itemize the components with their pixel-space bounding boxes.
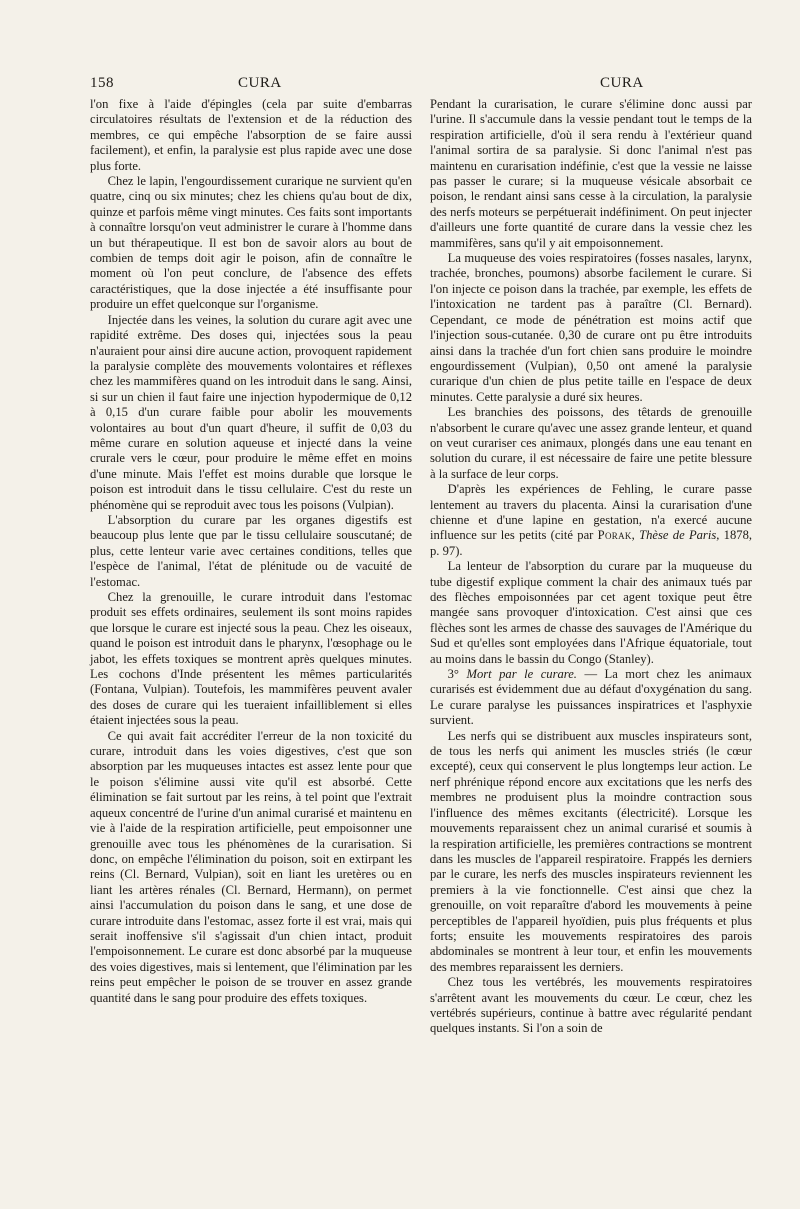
citation-author: Porak bbox=[597, 528, 632, 543]
paragraph-with-citation: D'après les expériences de Fehling, le curare passe lentement au travers du placenta. Ainsi la curarisation d'une chienne et d'une lapine en gestation, n'a exercé aucune influence sur les petits (cité par Porak, Thèse de Paris, 1878, p. 97). bbox=[430, 482, 753, 558]
running-head-right: CURA bbox=[600, 75, 644, 91]
section-title: Mort par le curare. bbox=[466, 667, 577, 682]
paragraph: Ce qui avait fait accréditer l'erreur de la non toxicité du curare, introduit dans les voies digestives, c'est que son absorption par les muqueuses intactes est assez lente pour que le poison s'élimine aussi vite qu'il est absorbé. Cette élimination se fait surtout par les reins, à tel point que l'extrait aqueux concentré de l'urine d'un animal curarisé et maintenu en vie à l'aide de la respiration artificielle, peut empoisonner une grenouille avec tous les phénomènes de la curarisation. Si donc, on empêche l'élimination du poison, soit en extirpant les reins (Cl. Bernard, Vulpian), soit en liant les uretères ou en liant les artères rénales (Cl. Bernard, Hermann), on permet ainsi l'accumulation du poison dans le sang, et une dose de curare introduite dans l'estomac, assez forte il est vrai, mais qui serait inoffensive s'il s'agissait d'un chien intact, produit l'empoisonnement. Le curare est donc absorbé par la muqueuse des voies digestives, mais si lentement, que l'élimination par les reins peut empêcher le poison de se trouver en assez grande quantité dans le sang pour produire des effets toxiques. bbox=[90, 728, 412, 1005]
paragraph: Chez le lapin, l'engourdissement curarique ne survient qu'en quatre, cinq ou six minutes; chez les chiens qu'au bout de dix, quinze et parfois même vingt minutes. Ces faits sont importants à connaître lorsqu'on veut administrer le curare à l'homme dans un but thérapeutique. Il est bon de savoir alors au bout de combien de temps doit agir le poison, afin de connaître le moment où l'on peut conclure, de l'absence des effets caractéristiques, que la dose injectée a été insuffisante pour produire un effet quelconque sur l'organisme. bbox=[90, 174, 412, 312]
paragraph: l'on fixe à l'aide d'épingles (cela par suite d'embarras circulatoires résultats de l'extension et de la réduction des membres, ce qui empêche l'absorption de se faire aussi facilement), et enfin, la paralysie est plus rapide avec une dose plus forte. bbox=[90, 97, 412, 173]
page-header bbox=[90, 75, 754, 95]
citation-work: Thèse de Paris, bbox=[639, 528, 720, 543]
paragraph: Chez tous les vertébrés, les mouvements respiratoires s'arrêtent avant les mouvements du cœur. Le cœur, chez les vertébrés supérieurs, continue à battre avec régularité pendant quelques instants. Si l'on a soin de bbox=[430, 975, 752, 1036]
paragraph-text: D'après les expériences de Fehling, le curare passe lentement au travers du placenta. Ainsi la curarisation d'une chienne et d'une lapine en gestation, n'a exercé aucune influence sur les petits (cité par bbox=[430, 482, 752, 543]
page-number: 158 bbox=[90, 75, 114, 91]
paragraph: Chez la grenouille, le curare introduit dans l'estomac produit ses effets ordinaires, seulement ils sont moins rapides que lorsque le curare est injecté sous la peau. Chez les oiseaux, quand le poison est introduit dans le pharynx, l'œsophage ou le jabot, les effets toxiques se montrent après quelques minutes. Les cochons d'Inde présentent les mêmes particularités (Fontana, Vulpian). Toutefois, les mammifères peuvent avaler des doses de curare qui les tueraient infailliblement si elles étaient injectées sous la peau. bbox=[90, 590, 412, 728]
section-text: — La mort chez les animaux curarisés est évidemment due au défaut d'oxygénation du sang. Le curare paralyse les puissances inspiratrices et l'asphyxie survient. bbox=[430, 667, 752, 728]
paragraph: L'absorption du curare par les organes digestifs est beaucoup plus lente que par le tissu cellulaire souscutané; de plus, cette lenteur varie avec certaines conditions, telles que l'espèce de l'animal, l'état de plénitude ou de vacuité de l'estomac. bbox=[90, 512, 412, 589]
paragraph: La muqueuse des voies respiratoires (fosses nasales, larynx, trachée, bronches, poumons) absorbe facilement le curare. Si l'on injecte ce poison dans la trachée, par exemple, les effets de l'intoxication ne tardent pas à paraître (Cl. Bernard). Cependant, ce mode de pénétration est moins actif que l'injection sous-cutanée. 0,30 de curare ont pu être introduits ainsi dans la trachée d'un fort chien sans produire le moindre engourdissement (Vulpian), 0,50 ont amené la paralysie curarique d'un chien de plus petite taille en l'espace de deux minutes. Cette paralysie a duré six heures. bbox=[430, 251, 752, 404]
paragraph: Injectée dans les veines, la solution du curare agit avec une rapidité extrême. Des doses qui, injectées sous la peau n'auraient pour ainsi dire aucune action, provoquent rapidement la paralysie complète des mouvements volontaires et réflexes chez les mammifères quand on les introduit dans le sang. Ainsi, si sur un chien il faut faire une injection hypodermique de 0,12 à 0,15 d'un curare faible pour abolir les mouvements volontaires au bout d'un quart d'heure, il suffit de 0,03 du même curare en solution aqueuse et injecté dans la veine crurale vers le cœur, pour produire le même effet en moins d'une minute. Mais l'effet est moins durable que lorsque le poison est introduit dans le tissu cellulaire. C'est du reste un phénomène qui se reproduit avec tous les poisons (Vulpian). bbox=[90, 312, 412, 512]
paragraph: Pendant la curarisation, le curare s'élimine donc aussi par l'urine. Il s'accumule dans la vessie pendant tout le temps de la respiration artificielle, d'où il sera rendu à l'extérieur quand l'animal sortira de sa paralysie. Si donc l'animal n'est pas maintenu en curarisation indéfinie, c'est que la vessie ne laisse pas passer le curare; si la muqueuse vésicale absorbait ce poison, le rendant ainsi sans cesse à la circulation, la paralysie des nerfs moteurs se perpétuerait indéfiniment. On peut injecter d'ailleurs une forte quantité de curare dans la vessie chez les mammifères, sans qu'il y ait empoisonnement. bbox=[430, 97, 752, 250]
left-column bbox=[90, 97, 412, 1006]
right-column bbox=[430, 97, 752, 1037]
citation-tail: 1878, p. 97). bbox=[430, 528, 753, 558]
section-paragraph bbox=[430, 667, 752, 729]
paragraph: Les branchies des poissons, des têtards de grenouille n'absorbent le curare qu'avec une assez grande lenteur, et quand on veut curariser ces animaux, plongés dans une eau tenant en solution du curare, il est nécessaire de faire une petite blessure à la surface de leur corps. bbox=[430, 405, 752, 481]
paragraph: Les nerfs qui se distribuent aux muscles inspirateurs sont, de tous les nerfs qui animent les muscles striés (le cœur excepté), ceux qui conservent le plus longtemps leur action. Le nerf phrénique répond encore aux excitations que les nerfs des membres ne produisent plus la moindre contraction sous l'influence des mêmes excitants (électricité). Lorsque les mouvements reparaissent chez un animal curarisé et soumis à la respiration artificielle, les premières contractions se montrent dans les muscles de l'appareil respiratoire. Frappés les derniers par le curare, les nerfs des muscles inspirateurs reviennent les premiers à la vie fonctionnelle. C'est ainsi que chez la grenouille, on voit reparaître d'abord les mouvements à peine perceptibles de l'appareil hyoïdien, puis plus fréquents et plus forts; ensuite les mouvements respiratoires des parois abdominales se montrent à leur tour, et enfin les mouvements des membres reparaissent les derniers. bbox=[430, 728, 752, 974]
paragraph: La lenteur de l'absorption du curare par la muqueuse du tube digestif explique comment la chair des animaux tués par des flèches empoisonnées par cet agent toxique peut être mangée sans provoquer d'intoxication. C'est ainsi que ces flèches sont les armes de chasse des sauvages de l'Amérique du Sud et qu'elles sont employées dans l'Afrique équatoriale, tout au moins dans le bassin du Congo (Stanley). bbox=[430, 559, 752, 666]
running-head-left: CURA bbox=[238, 75, 282, 91]
section-number: 3° bbox=[447, 667, 467, 682]
